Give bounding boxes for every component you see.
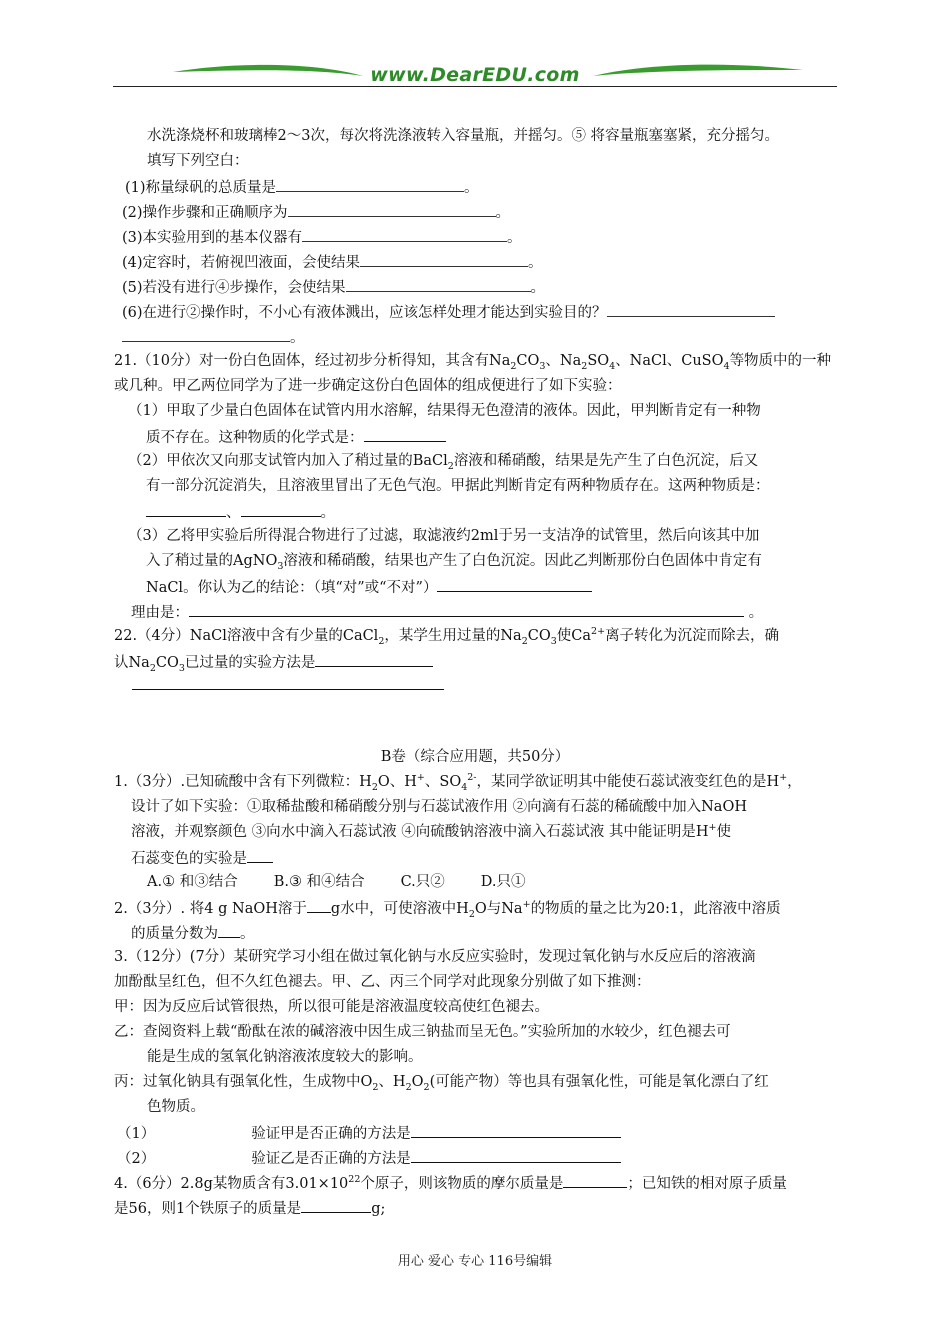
options-line (147, 872, 525, 892)
question-text: 是56，则1个铁原子的质量是 (114, 1201, 302, 1217)
question-text: 质不存在。这种物质的化学式是： (146, 430, 364, 446)
question-line: 或几种。甲乙两位同学为了进一步确定这份白色固体的组成便进行了如下实验： (114, 378, 622, 394)
punct: 。 (530, 280, 546, 296)
question-line: 、 。 (146, 501, 335, 523)
site-header (113, 58, 837, 98)
question-text: O、H (377, 774, 417, 790)
answer-blank[interactable] (411, 1147, 621, 1163)
question-text: 的质量分数为 (131, 926, 218, 942)
question-text: O与Na (474, 901, 523, 917)
question-line: （3）乙将甲实验后所得混合物进行了过滤，取滤液约2ml于另一支洁净的试管里，然后向该其中加 (128, 528, 760, 544)
question-line (122, 226, 522, 248)
question-line: 2.（3分）. 将4 g NaOH溶于 g水中，可使溶液中$H_2O$与Na+的物质的量之比为20:1，此溶液中溶质 (114, 897, 781, 919)
question-text: (6)在进行②操作时，不小心有液体溅出，应该怎样处理才能达到实验目的？ (122, 305, 607, 321)
question-text: 溶液和稀硝酸，结果也产生了白色沉淀。因此乙判断那份白色固体中肯定有 (283, 553, 762, 569)
question-text: 丙：过氧化钠具有强氧化性，生成物中O (114, 1074, 373, 1090)
question-line: （2）甲依次又向那支试管内加入了稍过量的BaCl$_2$溶液和稀硝酸，结果是先产生了白色沉淀，后又 (128, 453, 759, 472)
item-number: （1） (117, 1126, 156, 1142)
punct: 。 (464, 180, 479, 196)
question-text: (5)若没有进行④步操作，会使结果 (122, 280, 346, 296)
answer-blank[interactable] (607, 301, 775, 317)
question-text: 理由是： (131, 605, 189, 621)
question-text: (可能产物）等也具有强氧化性，可能是氧化漂白了红 (429, 1074, 769, 1090)
question-line: 溶液，并观察颜色 ③向水中滴入石蕊试液 ④向硫酸钠溶液中滴入石蕊试液 其中能证明是H+使 (131, 822, 731, 840)
section-title: B卷（综合应用题，共50分） (380, 749, 570, 765)
question-text: 等物质中的一种 (729, 353, 832, 369)
question-text: 离子转化为沉淀而除去，确 (605, 628, 780, 644)
question-text: 的物质的量之比为20:1，此溶液中溶质 (530, 901, 781, 917)
question-line (131, 922, 255, 944)
question-line: 有一部分沉淀消失，且溶液里冒出了无色气泡。甲据此判断肯定有两种物质存在。这两种物质是： (146, 478, 770, 494)
answer-blank[interactable] (315, 651, 433, 667)
answer-blank[interactable] (437, 576, 592, 592)
answer-blank[interactable] (301, 1197, 371, 1213)
question-text: g水中，可使溶液中H (330, 901, 469, 917)
answer-blank[interactable] (563, 1172, 627, 1188)
question-text: 1.（3分）.已知硫酸中含有下列微粒：H (114, 774, 372, 790)
question-text: 22.（4分）NaCl溶液中含有少量的CaCl (114, 628, 379, 644)
question-text: 验证乙是否正确的方法是 (251, 1151, 411, 1167)
question-text: NaCl。你认为乙的结论：（填“对”或“不对”） (146, 580, 438, 596)
question-text: 溶液，并观察颜色 ③向水中滴入石蕊试液 ④向硫酸钠溶液中滴入石蕊试液 其中能证明是H (131, 824, 709, 840)
question-text: 4.（6分）2.8g某物质含有3.01×10 (114, 1176, 349, 1192)
page-footer: 用心 爱心 专心 116号编辑 (397, 1254, 553, 1269)
question-line: 入了稍过量的AgNO$_3$溶液和稀硝酸，结果也产生了白色沉淀。因此乙判断那份白色固体中肯定有 (146, 553, 762, 572)
answer-blank[interactable] (307, 897, 331, 913)
answer-blank[interactable] (276, 176, 464, 192)
question-line (146, 576, 592, 598)
question-text: 已过量的实验方法是 (184, 655, 316, 671)
option-d[interactable]: D.只① (480, 874, 526, 890)
answer-blank[interactable] (411, 1122, 621, 1138)
site-logo[interactable]: www.DearEDU.com (370, 64, 580, 86)
question-line (117, 1147, 621, 1169)
punct: 。 (240, 926, 255, 942)
punct: 。 (507, 230, 522, 246)
option-a[interactable]: A.① 和③结合 (147, 874, 238, 890)
question-line: 22.（4分）NaCl溶液中含有少量的CaCl$_2$，某学生用过量的$Na_2CO_3$使$Ca^{2+}$离子转化为沉淀而除去，确 (114, 626, 780, 647)
question-text: ；已知铁的相对原子质量 (627, 1176, 787, 1192)
option-b[interactable]: B.③ 和④结合 (273, 874, 365, 890)
question-line (114, 1197, 385, 1219)
question-text: 、H (378, 1074, 406, 1090)
question-line (125, 176, 479, 198)
answer-blank[interactable] (218, 922, 240, 938)
question-text: 使 (716, 824, 731, 840)
punct: 。 (528, 255, 543, 271)
question-text: 21.（10分）对一份白色固体，经过初步分析得知，其含有Na (114, 353, 511, 369)
question-text: （2）甲依次又向那支试管内加入了稍过量的BaCl (128, 453, 448, 469)
question-text: 溶液和稀硝酸，结果是先产生了白色沉淀，后又 (453, 453, 759, 469)
text-line: 填写下列空白： (147, 153, 249, 169)
question-line (131, 847, 273, 869)
answer-blank[interactable] (346, 276, 531, 292)
question-line (122, 201, 510, 223)
question-line (146, 426, 446, 448)
answer-blank[interactable] (364, 426, 446, 442)
question-text: 个原子，则该物质的摩尔质量是 (360, 1176, 564, 1192)
question-line (117, 1122, 621, 1144)
question-text: CO (155, 655, 179, 671)
question-line: 甲：因为反应后试管很热，所以很可能是溶液温度较高使红色褪去。 (114, 999, 549, 1015)
question-line: 21.（10分）对一份白色固体，经过初步分析得知，其含有$Na_2CO_3$、$Na_2SO_4$、NaCl、CuSO$_4$等物质中的一种 (114, 353, 832, 372)
answer-blank[interactable] (302, 226, 507, 242)
header-divider (113, 86, 837, 87)
question-line (122, 301, 775, 323)
question-text: ，某学生用过量的Na (384, 628, 522, 644)
answer-blank[interactable] (360, 251, 528, 267)
question-text: CO (527, 628, 551, 644)
question-text: 验证甲是否正确的方法是 (251, 1126, 411, 1142)
question-text: 、SO (424, 774, 462, 790)
answer-blank[interactable] (122, 326, 290, 342)
punct: 。 (320, 505, 335, 521)
answer-blank[interactable] (189, 601, 744, 617)
answer-blank[interactable] (247, 847, 273, 863)
option-c[interactable]: C.只② (400, 874, 445, 890)
question-line: 乙：查阅资料上载“酚酞在浓的碱溶液中因生成三钠盐而呈无色。”实验所加的水较少，红色褪去可 (114, 1024, 731, 1040)
question-line: 色物质。 (147, 1099, 205, 1115)
question-line: 3.（12分）(7分）某研究学习小组在做过氧化钠与水反应实验时，发现过氧化钠与水反应后的溶液滴 (114, 949, 756, 965)
question-line (122, 326, 305, 348)
question-line (131, 601, 763, 623)
answer-line (132, 674, 444, 696)
question-text: g; (371, 1201, 386, 1217)
answer-blank[interactable] (288, 201, 496, 217)
question-line: 能是生成的氢氧化钠溶液浓度较大的影响。 (147, 1049, 423, 1065)
question-line: 丙：过氧化钠具有强氧化性，生成物中$O_2$、$H_2O_2$(可能产物）等也具有强氧化性，可能是氧化漂白了红 (114, 1074, 769, 1093)
question-line: 认$Na_2CO_3$已过量的实验方法是 (114, 651, 433, 673)
answer-blank[interactable] (241, 501, 321, 517)
question-line: （1）甲取了少量白色固体在试管内用水溶解，结果得无色澄清的液体。因此，甲判断肯定有一种物 (128, 403, 761, 419)
question-text: (2)操作步骤和正确顺序为 (122, 205, 288, 221)
answer-blank[interactable] (132, 674, 444, 690)
question-text: 石蕊变色的实验是 (131, 851, 247, 867)
punct: 。 (748, 605, 764, 621)
question-text: (4)定容时，若俯视凹液面，会使结果 (122, 255, 361, 271)
question-text: 使Ca (556, 628, 592, 644)
punct: 。 (495, 205, 511, 221)
question-line: 1.（3分）.已知硫酸中含有下列微粒：$H_2O$、H+、$SO_4^{2-}$，某同学欲证明其中能使石蕊试液变红色的是H+， (114, 772, 802, 793)
question-line: 4.（6分）2.8g某物质含有$3.01\times 10^{22}$个原子，则该物质的摩尔质量是 ；已知铁的相对原子质量 (114, 1172, 787, 1194)
item-number: （2） (117, 1151, 156, 1167)
question-text: ，某同学欲证明其中能使石蕊试液变红色的是H (476, 774, 780, 790)
question-line: 设计了如下实验：①取稀盐酸和稀硝酸分别与石蕊试液作用 ②向滴有石蕊的稀硫酸中加入NaOH (131, 799, 747, 815)
question-text: (1)称量绿矾的总质量是 (125, 180, 277, 196)
question-text: (3)本实验用到的基本仪器有 (122, 230, 303, 246)
question-line: 加酚酞呈红色，但不久红色褪去。甲、乙、丙三个同学对此现象分别做了如下推测： (114, 974, 651, 990)
question-text: 2.（3分）. 将4 g NaOH溶于 (114, 901, 307, 917)
text-line: 水洗涤烧杯和玻璃棒2～3次，每次将洗涤液转入容量瓶，并摇匀。⑤ 将容量瓶塞塞紧，充分摇匀。 (147, 128, 780, 144)
answer-blank[interactable] (146, 501, 226, 517)
question-text: O (411, 1074, 424, 1090)
question-text: 认Na (114, 655, 150, 671)
question-text: 入了稍过量的AgNO (146, 553, 278, 569)
question-line (122, 251, 543, 273)
punct: 。 (290, 330, 305, 346)
question-line (122, 276, 545, 298)
